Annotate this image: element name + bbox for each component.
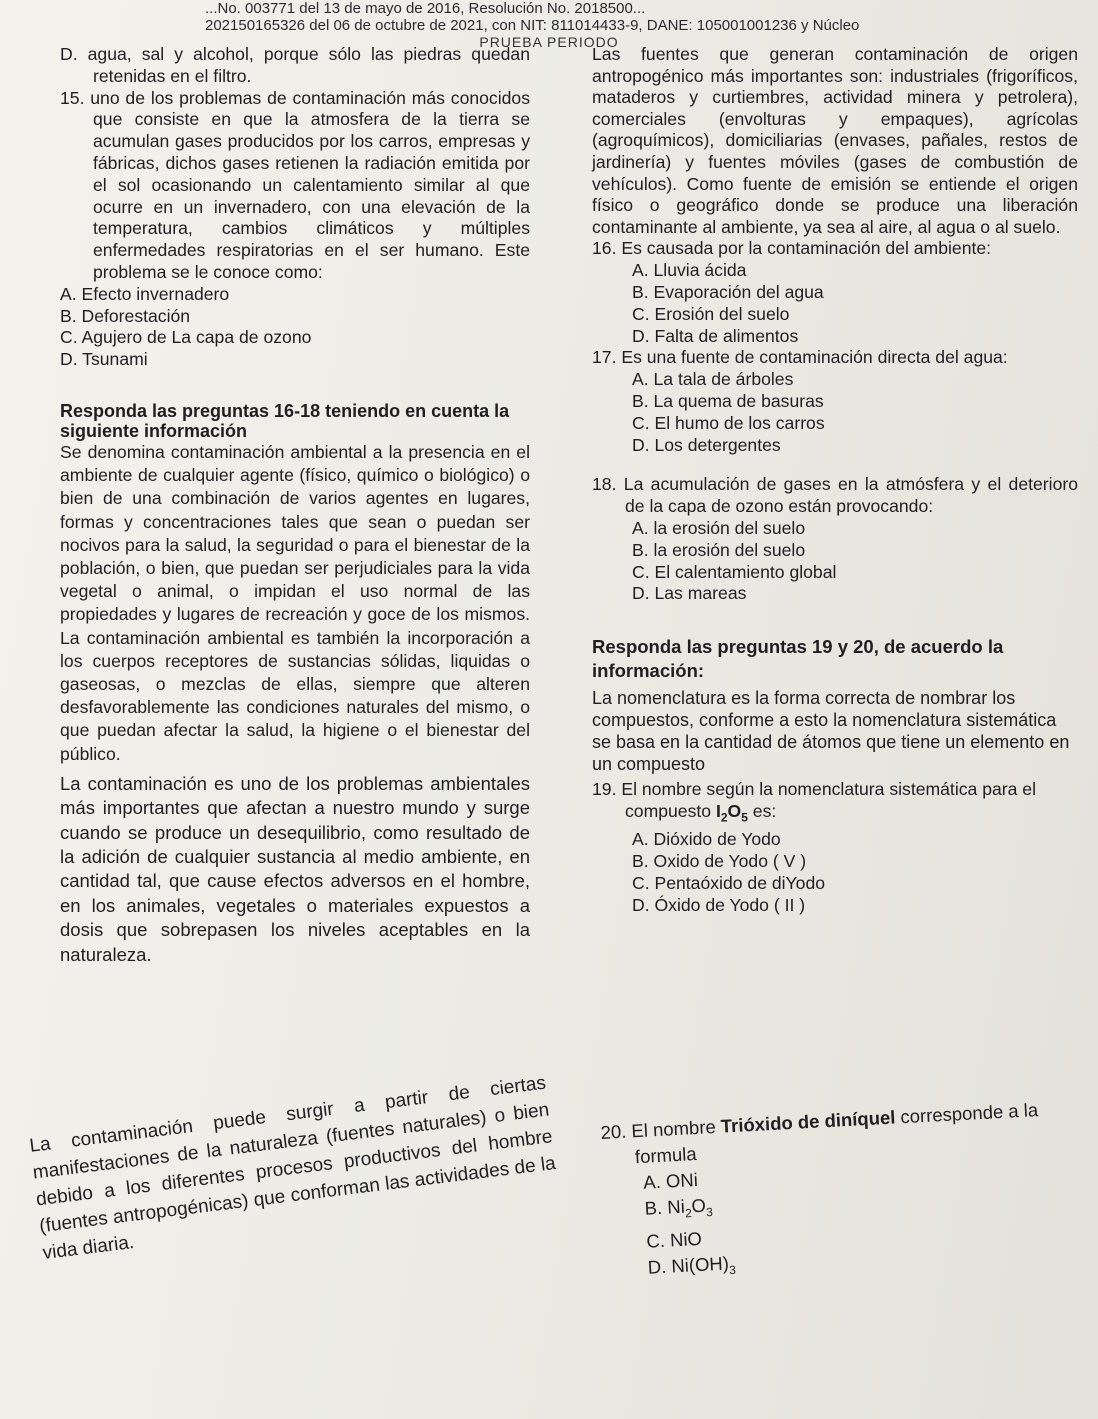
passage-paragraph-3-block — [28, 1070, 561, 1267]
instructions-19-20: Responda las preguntas 19 y 20, de acuerdo la información: — [592, 636, 1004, 682]
q16-options — [592, 260, 1078, 347]
q20-option-c: C. NiO — [645, 1227, 703, 1252]
q20-stem-end: corresponde a la formula — [634, 1099, 1039, 1168]
q17-option-b: B. La quema de basuras — [632, 390, 824, 411]
q19-options — [592, 829, 1078, 916]
q20-option-d-label: D. — [647, 1255, 667, 1278]
q15-option-c: C. Agujero de La capa de ozono — [60, 327, 312, 348]
passage-paragraph-2: La contaminación es uno de los problemas ambientales más importantes que afectan a nuestro mundo y surge cuando se produce un desequilibrio, como resultado de la adición de cualquier sustancia al medio ambiente, en cantidad tal, que cause efectos adversos en el hombre, en los animales, vegetales o materiales expuestos a dosis que sobrepasen los niveles aceptables en la naturaleza. — [60, 772, 530, 965]
q20-option-b-ni: Ni — [666, 1195, 686, 1218]
q19-option-c: C. Pentaóxido de diYodo — [632, 872, 826, 893]
q20-block — [600, 1094, 1098, 1289]
q19-stem — [592, 779, 1078, 829]
nomenclature-text: La nomenclatura es la forma correcta de nombrar los compuestos, conforme a esto la nomenclatura sistemática se basa en la cantidad de átomos que tiene un elemento en un compuesto — [592, 688, 1070, 775]
q19-formula-sub1: 2 — [720, 810, 728, 825]
exam-title: PRUEBA PERIODO — [479, 34, 619, 50]
q18-options — [592, 518, 1078, 605]
q17-option-c: C. El humo de los carros — [632, 412, 825, 433]
q18-option-d: D. Las mareas — [632, 583, 747, 604]
q20-option-b-sub2: 3 — [705, 1204, 714, 1220]
q16-option-c: C. Erosión del suelo — [632, 303, 790, 324]
q19-formula-i: I — [715, 800, 721, 821]
q19-formula-sub2: 5 — [741, 810, 748, 825]
q18-option-c: C. El calentamiento global — [632, 561, 837, 582]
right-column — [592, 44, 1078, 916]
q17-options — [592, 369, 1078, 456]
q19-option-d: D. Óxido de Yodo ( II ) — [632, 894, 806, 915]
q20-options — [603, 1146, 1098, 1289]
passage-paragraph-3: La contaminación puede surgir a partir de ciertas manifestaciones de la naturaleza (fuentes naturales) o bien debido a los diferentes procesos productivos del hombre (fuentes antropogénicas) que conforman las actividades de la vida diaria. — [28, 1072, 557, 1265]
left-column — [60, 44, 530, 967]
q20-option-b-sub1: 2 — [684, 1206, 693, 1221]
q17-option-d: D. Los detergentes — [632, 434, 781, 455]
q19-formula-o: O — [727, 800, 742, 821]
school-header — [205, 0, 1098, 34]
q15-option-d: D. Tsunami — [60, 349, 148, 370]
q16-option-b: B. Evaporación del agua — [632, 281, 824, 302]
q19-stem-end: es: — [752, 800, 777, 821]
q20-option-d-sub: 3 — [728, 1262, 737, 1277]
q20-option-b-label: B. — [644, 1196, 663, 1219]
passage-continuation: Las fuentes que generan contaminación de origen antropogénico más importantes son: industriales (frigoríficos, mataderos y curtiembres, actividad minera y petrolera), comerciales (envolturas y empaques), agrícolas (agroquímicos), domiciliarias (envases, pañales, restos de jardinería) y fuentes móviles (gases de combustión de vehículos). Como fuente de emisión se entiende el origen físico o geográfico donde se produce una liberación contaminante al ambiente, ya sea al aire, al agua o al suelo. — [592, 44, 1078, 237]
q16-option-d: D. Falta de alimentos — [632, 325, 799, 346]
q15-options — [60, 284, 530, 371]
q14-option-d: D. agua, sal y alcohol, porque sólo las piedras quedan retenidas en el filtro. — [60, 44, 530, 86]
q19-formula — [715, 800, 748, 825]
q20-option-a: A. ONi — [642, 1168, 699, 1193]
q16-option-a: A. Lluvia ácida — [632, 260, 747, 281]
q19-stem-text: 19. El nombre según la nomenclatura sistemática para el compuesto — [592, 779, 1036, 821]
q17-stem: 17. Es una fuente de contaminación directa del agua: — [592, 347, 1008, 368]
q20-option-b-o: O — [690, 1194, 707, 1217]
header-line-1: ...No. 003771 del 13 de mayo de 2016, Resolución No. 2018500... — [205, 0, 646, 17]
q18-option-a: A. la erosión del suelo — [632, 517, 806, 538]
header-line-2: 202150165326 del 06 de octubre de 2021, con NIT: 811014433-9, DANE: 105001001236 y Núcleo — [205, 17, 860, 34]
q19-option-a: A. Dióxido de Yodo — [632, 829, 781, 850]
q20-option-d-formula: Ni(OH) — [670, 1252, 730, 1277]
q15-stem: 15. uno de los problemas de contaminación más conocidos que consiste en que la atmosfera de la tierra se acumulan gases producidos por los carros, empresas y fábricas, dichos gases retienen la radiación emitida por el sol ocasionando un calentamiento similar al que ocurre en un invernadero, con una elevación de la temperatura, cambios climáticos y múltiples enfermedades respiratorias en el ser humano. Este problema se le conoce como: — [60, 87, 530, 282]
q17-option-a: A. La tala de árboles — [632, 369, 794, 390]
q18-stem: 18. La acumulación de gases en la atmósfera y el deterioro de la capa de ozono están provocando: — [592, 474, 1078, 517]
instructions-16-18: Responda las preguntas 16-18 teniendo en cuenta la siguiente información — [60, 400, 510, 441]
q15-option-a: A. Efecto invernadero — [60, 283, 230, 304]
q19-option-b: B. Oxido de Yodo ( V ) — [632, 851, 807, 871]
passage-paragraph-1: Se denomina contaminación ambiental a la presencia en el ambiente de cualquier agente (físico, químico o biológico) o bien de una combinación de varios agentes en lugares, formas y concentraciones tales que sean o puedan ser nocivos para la salud, la seguridad o para el bienestar de la población, o bien, que puedan ser perjudiciales para la vida vegetal o animal, o impidan el uso normal de las propiedades y lugares de recreación y goce de los mismos. La contaminación ambiental es también la incorporación a los cuerpos receptores de sustancias sólidas, liquidas o gaseosas, o mezclas de ellas, siempre que alteren desfavorablemente las condiciones naturales del mismo, o que puedan afectar la salud, la higiene o el bienestar del público. — [60, 441, 530, 764]
q18-option-b: B. la erosión del suelo — [632, 539, 806, 560]
q16-stem: 16. Es causada por la contaminación del ambiente: — [592, 238, 992, 259]
q20-compound-name: Trióxido de diníquel — [720, 1106, 896, 1137]
q15-option-b: B. Deforestación — [60, 305, 191, 326]
q20-stem-start: 20. El nombre — [600, 1115, 717, 1143]
